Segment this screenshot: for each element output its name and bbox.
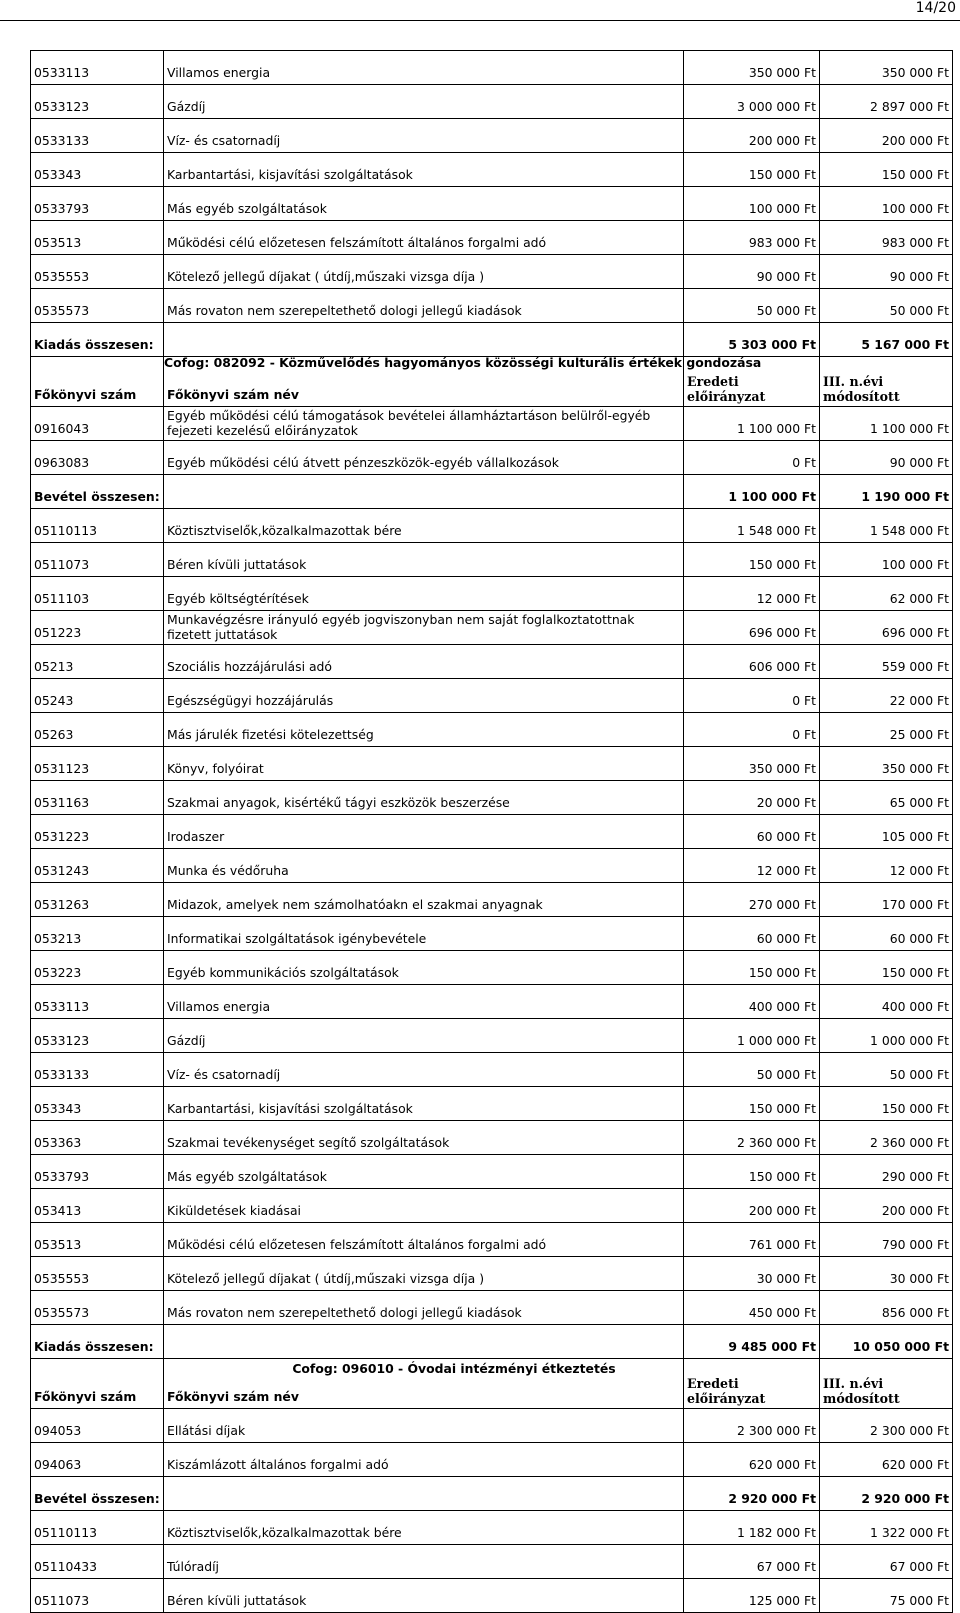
total-modified-amount: 5 167 000 Ft (820, 323, 953, 357)
total-original-amount: 9 485 000 Ft (684, 1325, 820, 1359)
account-name: Midazok, amelyek nem számolhatóakn el szakmai anyagnak (164, 883, 684, 917)
table-row (31, 1545, 953, 1579)
account-code: 0535553 (31, 1257, 164, 1291)
original-amount: 20 000 Ft (684, 781, 820, 815)
modified-amount: 65 000 Ft (820, 781, 953, 815)
modified-amount: 75 000 Ft (820, 1579, 953, 1613)
account-name: Gázdíj (164, 1019, 684, 1053)
account-code: 051223 (31, 611, 164, 645)
account-name: Más egyéb szolgáltatások (164, 1155, 684, 1189)
account-code: 0533113 (31, 985, 164, 1019)
modified-amount: 620 000 Ft (820, 1443, 953, 1477)
account-name: Más egyéb szolgáltatások (164, 187, 684, 221)
table-row (31, 221, 953, 255)
modified-amount: 559 000 Ft (820, 645, 953, 679)
account-name: Egészségügyi hozzájárulás (164, 679, 684, 713)
original-amount: 200 000 Ft (684, 1189, 820, 1223)
modified-amount: 150 000 Ft (820, 1087, 953, 1121)
total-row (31, 475, 953, 509)
table-row (31, 917, 953, 951)
account-name: Más járulék fizetési kötelezettség (164, 713, 684, 747)
total-modified-amount: 2 920 000 Ft (820, 1477, 953, 1511)
modified-amount: 696 000 Ft (820, 611, 953, 645)
account-name: Munka és védőruha (164, 849, 684, 883)
original-amount: 983 000 Ft (684, 221, 820, 255)
original-amount: 0 Ft (684, 713, 820, 747)
table-row (31, 153, 953, 187)
account-code: 053513 (31, 221, 164, 255)
account-name: Egyéb működési célú támogatások bevételei államháztartáson belülről-egyéb fejezeti kezelésű előirányzatok (164, 407, 684, 441)
table-row (31, 849, 953, 883)
header-account-name: Főkönyvi szám név (167, 387, 299, 402)
header-divider (0, 20, 960, 21)
table-row (31, 1443, 953, 1477)
account-code: 05243 (31, 679, 164, 713)
modified-amount: 2 360 000 Ft (820, 1121, 953, 1155)
total-label: Bevétel összesen: (31, 1477, 164, 1511)
modified-amount: 67 000 Ft (820, 1545, 953, 1579)
account-name: Szociális hozzájárulási adó (164, 645, 684, 679)
account-code: 0535573 (31, 289, 164, 323)
account-code: 0531223 (31, 815, 164, 849)
total-spacer (164, 1325, 684, 1359)
original-amount: 350 000 Ft (684, 51, 820, 85)
header-account-name: Főkönyvi szám név (167, 1389, 299, 1404)
account-code: 053413 (31, 1189, 164, 1223)
account-code: 0531263 (31, 883, 164, 917)
header-modified: III. n.évi módosított (820, 357, 953, 407)
account-code: 0531243 (31, 849, 164, 883)
original-amount: 620 000 Ft (684, 1443, 820, 1477)
cofog-title: Cofog: 082092 - Közművelődés hagyományos közösségi kulturális értékek gondozása (164, 355, 762, 370)
table-row (31, 1155, 953, 1189)
original-amount: 150 000 Ft (684, 543, 820, 577)
header-original: Eredeti előirányzat (684, 1359, 820, 1409)
account-code: 0531123 (31, 747, 164, 781)
account-code: 0533793 (31, 187, 164, 221)
table-row (31, 1121, 953, 1155)
original-amount: 1 100 000 Ft (684, 407, 820, 441)
modified-amount: 90 000 Ft (820, 255, 953, 289)
account-name: Víz- és csatornadíj (164, 119, 684, 153)
table-row (31, 85, 953, 119)
original-amount: 0 Ft (684, 679, 820, 713)
original-amount: 30 000 Ft (684, 1257, 820, 1291)
account-name: Villamos energia (164, 51, 684, 85)
account-name: Egyéb költségtérítések (164, 577, 684, 611)
original-amount: 400 000 Ft (684, 985, 820, 1019)
total-spacer (164, 475, 684, 509)
original-amount: 67 000 Ft (684, 1545, 820, 1579)
page-number: 14/20 (915, 0, 956, 16)
modified-amount: 100 000 Ft (820, 543, 953, 577)
table-row (31, 187, 953, 221)
table-row (31, 407, 953, 441)
modified-amount: 1 322 000 Ft (820, 1511, 953, 1545)
modified-amount: 1 100 000 Ft (820, 407, 953, 441)
account-name: Gázdíj (164, 85, 684, 119)
modified-amount: 983 000 Ft (820, 221, 953, 255)
modified-amount: 50 000 Ft (820, 1053, 953, 1087)
total-original-amount: 1 100 000 Ft (684, 475, 820, 509)
table-row (31, 119, 953, 153)
account-name: Egyéb kommunikációs szolgáltatások (164, 951, 684, 985)
total-label: Kiadás összesen: (31, 1325, 164, 1359)
modified-amount: 350 000 Ft (820, 747, 953, 781)
account-code: 05110113 (31, 1511, 164, 1545)
account-name: Informatikai szolgáltatások igénybevétele (164, 917, 684, 951)
original-amount: 200 000 Ft (684, 119, 820, 153)
header-modified: III. n.évi módosított (820, 1359, 953, 1409)
modified-amount: 100 000 Ft (820, 187, 953, 221)
original-amount: 696 000 Ft (684, 611, 820, 645)
modified-amount: 856 000 Ft (820, 1291, 953, 1325)
table-row (31, 1019, 953, 1053)
table-row (31, 985, 953, 1019)
modified-amount: 105 000 Ft (820, 815, 953, 849)
account-code: 053363 (31, 1121, 164, 1155)
account-code: 053343 (31, 1087, 164, 1121)
modified-amount: 400 000 Ft (820, 985, 953, 1019)
original-amount: 2 300 000 Ft (684, 1409, 820, 1443)
original-amount: 100 000 Ft (684, 187, 820, 221)
total-row (31, 1477, 953, 1511)
account-code: 0533793 (31, 1155, 164, 1189)
header-account-code: Főkönyvi szám (31, 357, 164, 407)
total-row (31, 1325, 953, 1359)
modified-amount: 150 000 Ft (820, 153, 953, 187)
account-code: 0533133 (31, 1053, 164, 1087)
account-name: Szakmai tevékenységet segítő szolgáltatások (164, 1121, 684, 1155)
table-row (31, 51, 953, 85)
account-code: 0531163 (31, 781, 164, 815)
table-row (31, 1053, 953, 1087)
account-code: 05110433 (31, 1545, 164, 1579)
account-name: Béren kívüli juttatások (164, 1579, 684, 1613)
header-original: Eredeti előirányzat (684, 357, 820, 407)
original-amount: 450 000 Ft (684, 1291, 820, 1325)
account-name: Működési célú előzetesen felszámított általános forgalmi adó (164, 1223, 684, 1257)
account-code: 0533113 (31, 51, 164, 85)
account-code: 053343 (31, 153, 164, 187)
modified-amount: 200 000 Ft (820, 119, 953, 153)
table-row (31, 543, 953, 577)
original-amount: 350 000 Ft (684, 747, 820, 781)
table-row (31, 509, 953, 543)
original-amount: 50 000 Ft (684, 1053, 820, 1087)
modified-amount: 25 000 Ft (820, 713, 953, 747)
table-row (31, 781, 953, 815)
section-header-row (31, 1359, 953, 1409)
total-original-amount: 2 920 000 Ft (684, 1477, 820, 1511)
account-code: 05110113 (31, 509, 164, 543)
table-row (31, 1409, 953, 1443)
account-name: Karbantartási, kisjavítási szolgáltatások (164, 1087, 684, 1121)
total-modified-amount: 10 050 000 Ft (820, 1325, 953, 1359)
account-name: Ellátási díjak (164, 1409, 684, 1443)
original-amount: 1 000 000 Ft (684, 1019, 820, 1053)
modified-amount: 30 000 Ft (820, 1257, 953, 1291)
modified-amount: 2 897 000 Ft (820, 85, 953, 119)
table-row (31, 713, 953, 747)
account-name: Kötelező jellegű díjakat ( útdíj,műszaki vizsga díja ) (164, 1257, 684, 1291)
original-amount: 761 000 Ft (684, 1223, 820, 1257)
original-amount: 150 000 Ft (684, 951, 820, 985)
account-name: Túlóradíj (164, 1545, 684, 1579)
table-row (31, 815, 953, 849)
account-name: Munkavégzésre irányuló egyéb jogviszonyban nem saját foglalkoztatottnak fizetett juttatások (164, 611, 684, 645)
modified-amount: 60 000 Ft (820, 917, 953, 951)
table-row (31, 289, 953, 323)
account-code: 0511073 (31, 1579, 164, 1613)
original-amount: 150 000 Ft (684, 153, 820, 187)
account-code: 0511103 (31, 577, 164, 611)
account-code: 094063 (31, 1443, 164, 1477)
account-name: Kiszámlázott általános forgalmi adó (164, 1443, 684, 1477)
modified-amount: 790 000 Ft (820, 1223, 953, 1257)
total-label: Kiadás összesen: (31, 323, 164, 357)
account-code: 053223 (31, 951, 164, 985)
table-row (31, 1223, 953, 1257)
original-amount: 60 000 Ft (684, 815, 820, 849)
total-spacer (164, 323, 684, 357)
modified-amount: 1 548 000 Ft (820, 509, 953, 543)
table-row (31, 1579, 953, 1613)
account-code: 0533133 (31, 119, 164, 153)
budget-table (30, 50, 953, 1613)
total-row (31, 323, 953, 357)
table-row (31, 679, 953, 713)
total-modified-amount: 1 190 000 Ft (820, 475, 953, 509)
original-amount: 60 000 Ft (684, 917, 820, 951)
modified-amount: 290 000 Ft (820, 1155, 953, 1189)
table-row (31, 577, 953, 611)
cofog-title: Cofog: 096010 - Óvodai intézményi étkeztetés (292, 1361, 616, 1376)
original-amount: 3 000 000 Ft (684, 85, 820, 119)
modified-amount: 150 000 Ft (820, 951, 953, 985)
account-name: Víz- és csatornadíj (164, 1053, 684, 1087)
table-row (31, 951, 953, 985)
account-name: Könyv, folyóirat (164, 747, 684, 781)
table-row (31, 883, 953, 917)
table-row (31, 441, 953, 475)
table-row (31, 1189, 953, 1223)
account-code: 05213 (31, 645, 164, 679)
account-name: Egyéb működési célú átvett pénzeszközök-egyéb vállalkozások (164, 441, 684, 475)
original-amount: 90 000 Ft (684, 255, 820, 289)
table-row (31, 747, 953, 781)
table-row (31, 255, 953, 289)
account-name: Más rovaton nem szerepeltethető dologi jellegű kiadások (164, 289, 684, 323)
table-row (31, 1511, 953, 1545)
modified-amount: 12 000 Ft (820, 849, 953, 883)
table-row (31, 1087, 953, 1121)
account-code: 05263 (31, 713, 164, 747)
account-name: Kiküldetések kiadásai (164, 1189, 684, 1223)
original-amount: 12 000 Ft (684, 849, 820, 883)
account-code: 094053 (31, 1409, 164, 1443)
modified-amount: 170 000 Ft (820, 883, 953, 917)
account-code: 0511073 (31, 543, 164, 577)
table-row (31, 645, 953, 679)
account-name: Más rovaton nem szerepeltethető dologi jellegű kiadások (164, 1291, 684, 1325)
modified-amount: 62 000 Ft (820, 577, 953, 611)
original-amount: 1 182 000 Ft (684, 1511, 820, 1545)
account-name: Működési célú előzetesen felszámított általános forgalmi adó (164, 221, 684, 255)
account-code: 053513 (31, 1223, 164, 1257)
modified-amount: 90 000 Ft (820, 441, 953, 475)
account-code: 0963083 (31, 441, 164, 475)
original-amount: 606 000 Ft (684, 645, 820, 679)
total-spacer (164, 1477, 684, 1511)
original-amount: 0 Ft (684, 441, 820, 475)
modified-amount: 200 000 Ft (820, 1189, 953, 1223)
account-code: 0916043 (31, 407, 164, 441)
original-amount: 12 000 Ft (684, 577, 820, 611)
account-code: 0535553 (31, 255, 164, 289)
modified-amount: 350 000 Ft (820, 51, 953, 85)
original-amount: 2 360 000 Ft (684, 1121, 820, 1155)
modified-amount: 50 000 Ft (820, 289, 953, 323)
original-amount: 125 000 Ft (684, 1579, 820, 1613)
account-code: 0533123 (31, 85, 164, 119)
modified-amount: 22 000 Ft (820, 679, 953, 713)
original-amount: 1 548 000 Ft (684, 509, 820, 543)
modified-amount: 1 000 000 Ft (820, 1019, 953, 1053)
account-name: Szakmai anyagok, kisértékű tágyi eszközök beszerzése (164, 781, 684, 815)
original-amount: 50 000 Ft (684, 289, 820, 323)
section-header-row (31, 357, 953, 407)
original-amount: 270 000 Ft (684, 883, 820, 917)
header-account-code: Főkönyvi szám (31, 1359, 164, 1409)
original-amount: 150 000 Ft (684, 1087, 820, 1121)
account-name: Kötelező jellegű díjakat ( útdíj,műszaki vizsga díja ) (164, 255, 684, 289)
original-amount: 150 000 Ft (684, 1155, 820, 1189)
account-code: 0533123 (31, 1019, 164, 1053)
account-name: Köztisztviselők,közalkalmazottak bére (164, 1511, 684, 1545)
account-code: 053213 (31, 917, 164, 951)
account-name: Köztisztviselők,közalkalmazottak bére (164, 509, 684, 543)
account-name: Karbantartási, kisjavítási szolgáltatások (164, 153, 684, 187)
total-original-amount: 5 303 000 Ft (684, 323, 820, 357)
total-label: Bevétel összesen: (31, 475, 164, 509)
header-account-name-cell (164, 1359, 684, 1409)
account-name: Béren kívüli juttatások (164, 543, 684, 577)
table-row (31, 1291, 953, 1325)
modified-amount: 2 300 000 Ft (820, 1409, 953, 1443)
account-name: Villamos energia (164, 985, 684, 1019)
table-row (31, 611, 953, 645)
account-code: 0535573 (31, 1291, 164, 1325)
table-row (31, 1257, 953, 1291)
account-name: Irodaszer (164, 815, 684, 849)
